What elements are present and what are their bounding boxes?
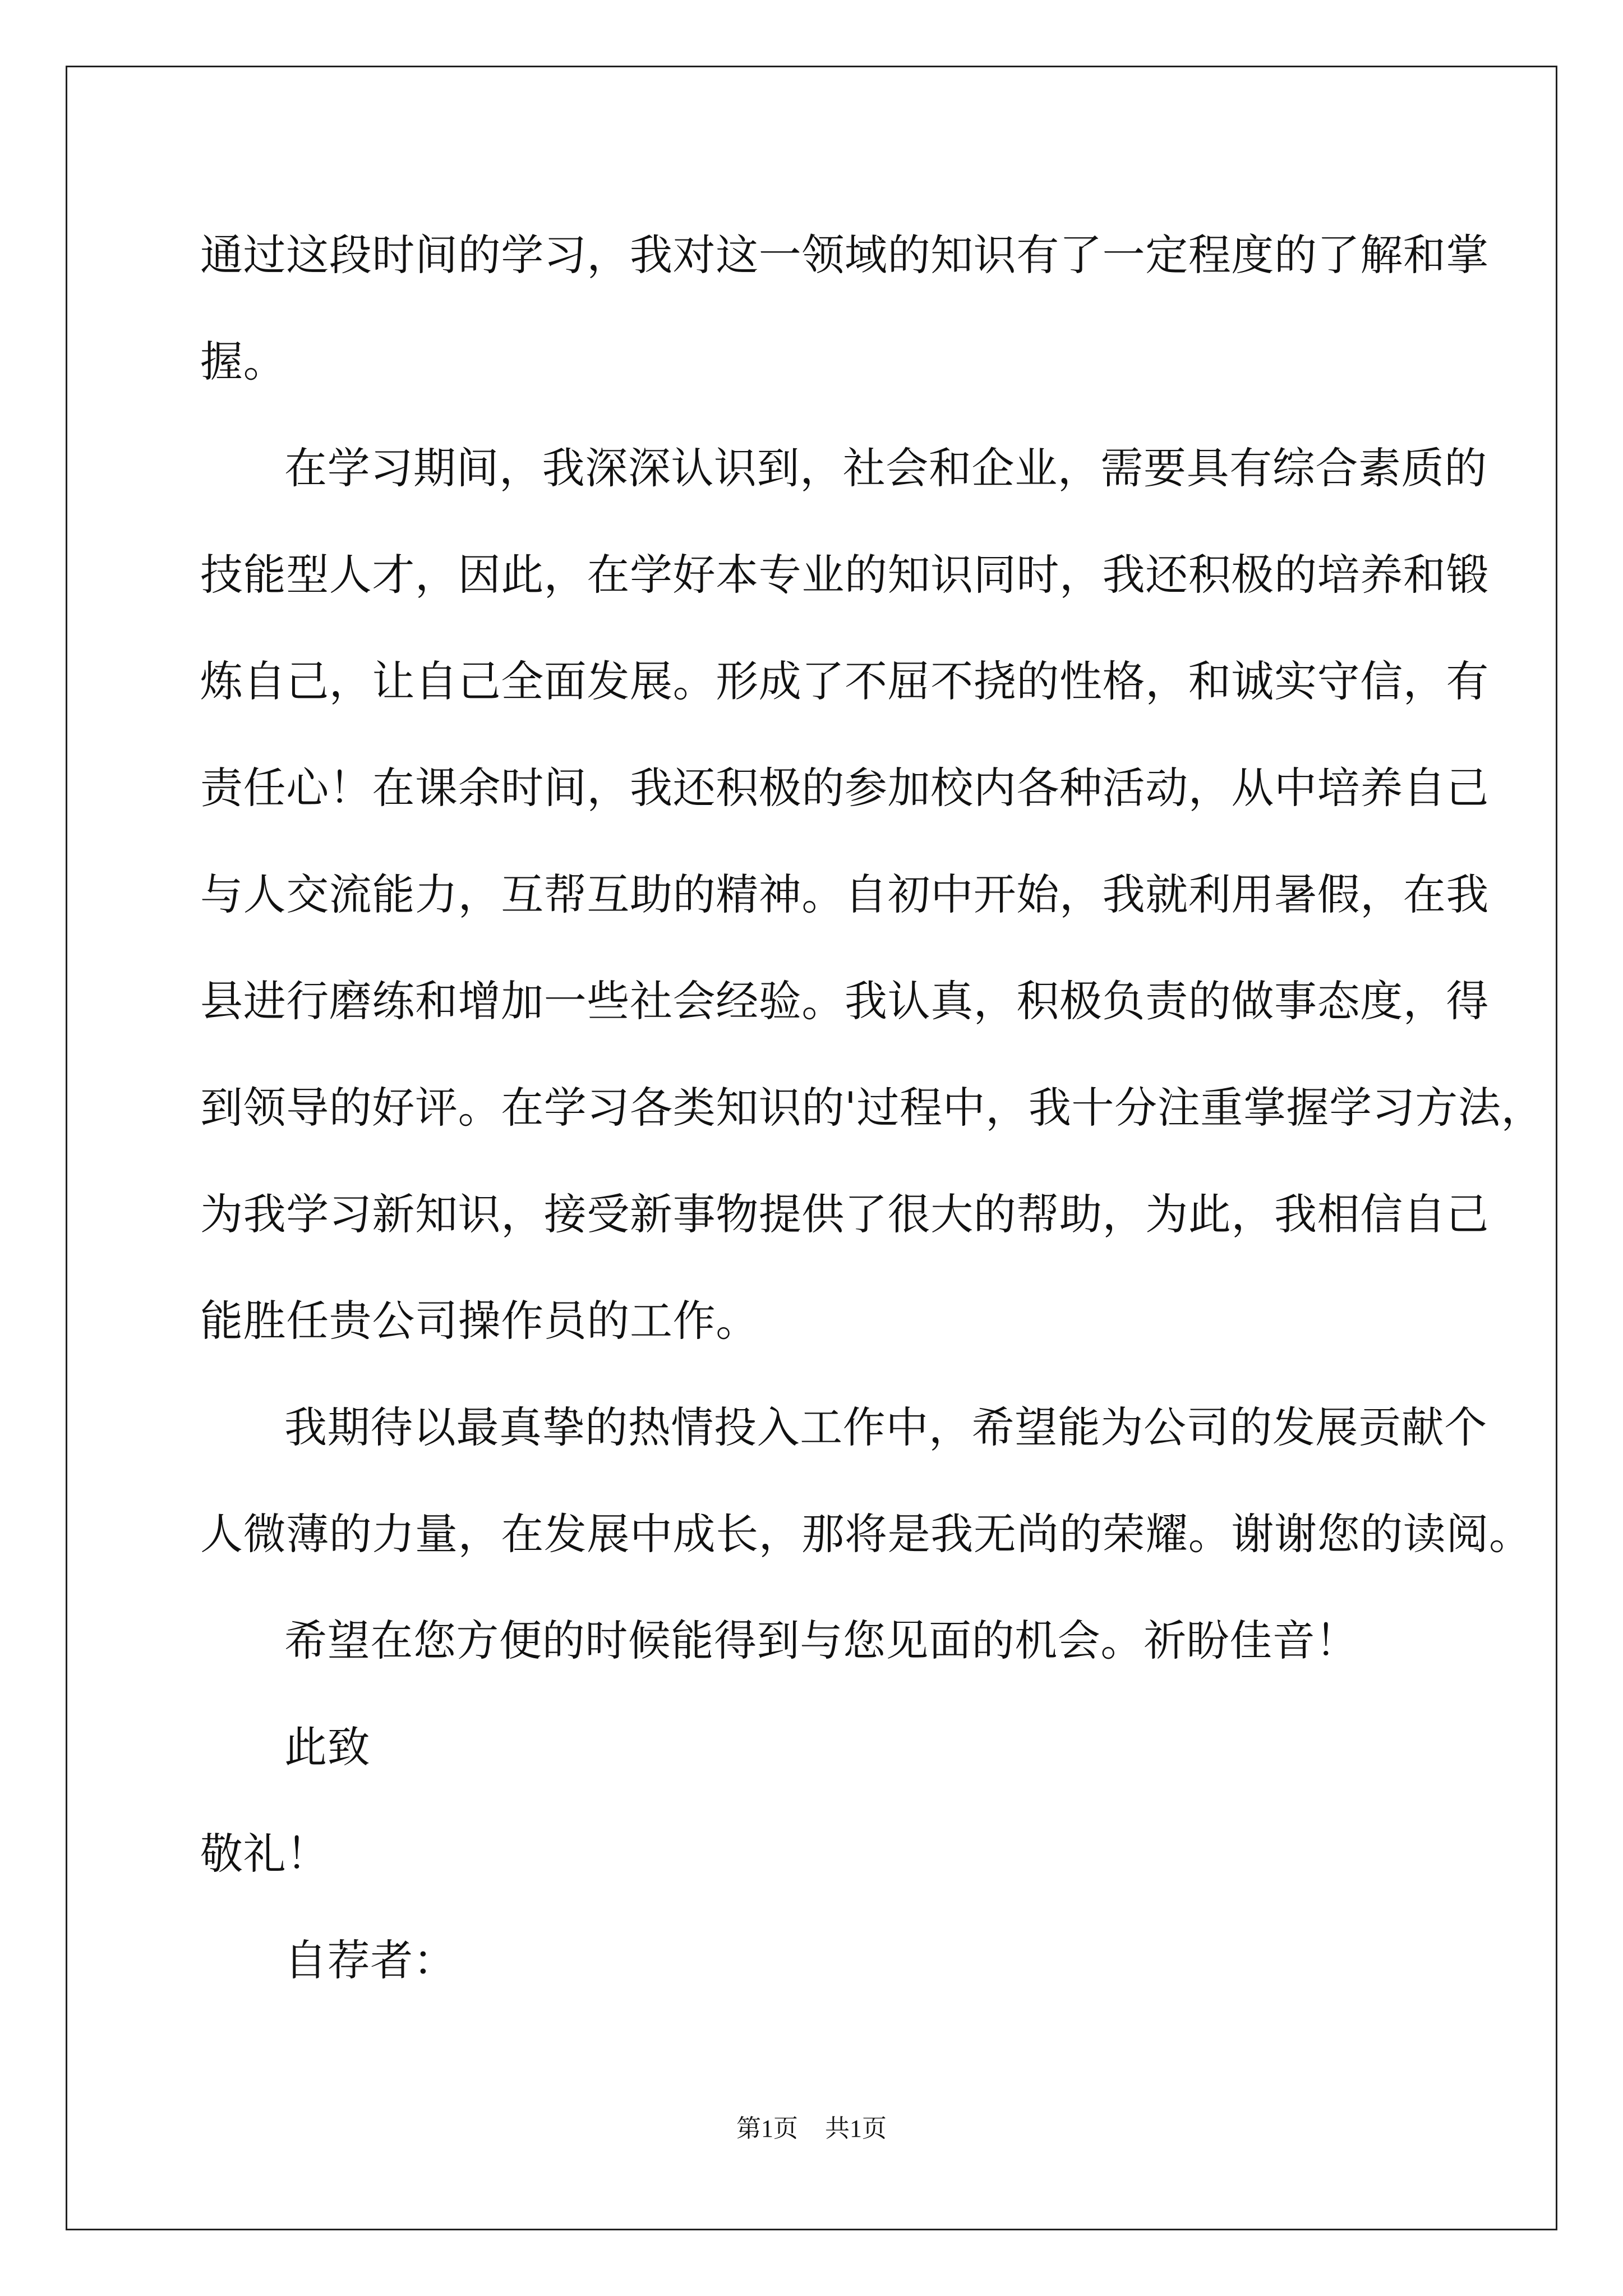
text-line: 为我学习新知识，接受新事物提供了很大的帮助，为此，我相信自己 <box>200 1189 1489 1239</box>
text-line: 技能型人才，因此，在学好本专业的知识同时，我还积极的培养和锻 <box>200 550 1489 600</box>
text-line: 希望在您方便的时候能得到与您见面的机会。祈盼佳音！ <box>284 1616 1358 1665</box>
text-line: 到领导的好评。在学习各类知识的'过程中，我十分注重掌握学习方法， <box>200 1083 1544 1133</box>
page-total: 共1页 <box>825 2115 887 2142</box>
text-line: 炼自己，让自己全面发展。形成了不屈不挠的性格，和诚实守信，有 <box>200 656 1489 706</box>
page-footer <box>0 2112 1623 2146</box>
page-border <box>66 66 1557 2230</box>
text-line: 能胜任贵公司操作员的工作。 <box>200 1296 759 1346</box>
page-number: 第1页 <box>736 2115 798 2142</box>
closing-regards: 敬礼！ <box>200 1829 329 1879</box>
text-line: 人微薄的力量，在发展中成长，那将是我无尚的荣耀。谢谢您的读阅。 <box>200 1509 1532 1559</box>
text-line: 县进行磨练和增加一些社会经验。我认真，积极负责的做事态度，得 <box>200 976 1489 1026</box>
text-line: 通过这段时间的学习，我对这一领域的知识有了一定程度的了解和掌 <box>200 230 1489 280</box>
text-line: 与人交流能力，互帮互助的精神。自初中开始，我就利用暑假，在我 <box>200 869 1489 919</box>
text-line: 责任心！在课余时间，我还积极的参加校内各种活动，从中培养自己 <box>200 763 1489 813</box>
signature-label: 自荐者： <box>284 1935 457 1985</box>
closing-salutation: 此致 <box>284 1722 371 1772</box>
text-line: 我期待以最真挚的热情投入工作中，希望能为公司的发展贡献个 <box>284 1402 1487 1452</box>
text-line: 握。 <box>200 337 287 386</box>
text-line: 在学习期间，我深深认识到，社会和企业，需要具有综合素质的 <box>284 443 1487 493</box>
